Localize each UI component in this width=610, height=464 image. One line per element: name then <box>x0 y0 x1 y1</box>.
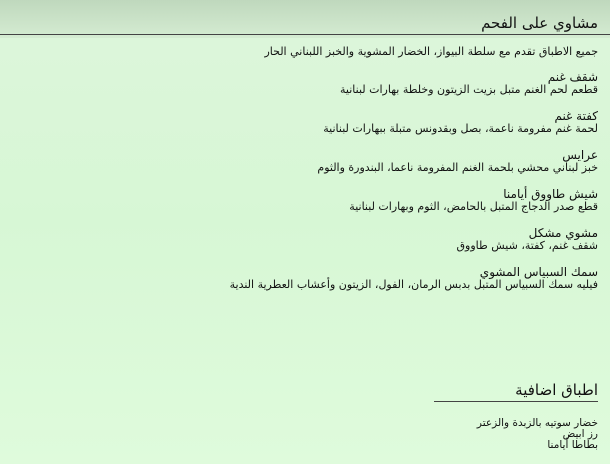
menu-item <box>12 265 598 291</box>
menu-item-description: قطعم لحم الغنم متبل بزيت الزيتون وخلطة بهارات لبنانية <box>340 83 598 96</box>
main-items-list <box>12 70 598 304</box>
extra-item: بطاطا أيامنا <box>547 439 598 451</box>
menu-item-description: شقف غنم، كفتة، شيش طاووق <box>456 239 598 252</box>
menu-item-name: عرايس <box>562 148 598 162</box>
menu-item <box>12 187 598 213</box>
menu-item-name: شقف غنم <box>547 70 598 84</box>
extra-item: خضار سوتيه بالزبدة والزعتر <box>476 417 598 429</box>
extra-items-list <box>477 418 598 451</box>
menu-item <box>12 109 598 135</box>
menu-item-description: قطع صدر الدجاج المتبل بالحامض، الثوم وبهارات لبنانية <box>349 200 598 213</box>
main-section-title: مشاوي على الفحم <box>481 14 598 32</box>
extra-item: رز ابيض <box>562 428 598 440</box>
menu-item <box>12 70 598 96</box>
menu-item <box>12 148 598 174</box>
menu-item-description: لحمة غنم مفرومة ناعمة، بصل وبقدونس متبلة ببهارات لبنانية <box>323 122 598 135</box>
main-section-divider <box>0 34 610 35</box>
menu-item <box>12 226 598 252</box>
menu-item-name: شيش طاووق أيامنا <box>503 187 598 201</box>
menu-item-name: مشوي مشكل <box>528 226 598 240</box>
menu-item-description: خبز لبناني محشي بلحمة الغنم المفرومة ناعما، البندورة والثوم <box>317 161 598 174</box>
menu-item-name: كفتة غنم <box>554 109 598 123</box>
extra-section-divider <box>434 401 598 402</box>
extra-section-title: اطباق اضافية <box>515 381 598 399</box>
main-section-intro: جميع الاطباق تقدم مع سلطة البيواز، الخضار المشوية والخبز اللبناني الحار <box>264 45 598 58</box>
menu-item-description: فيليه سمك السبياس المتبل بدبس الرمان، الفول، الزيتون وأعشاب العطرية الندية <box>229 278 598 291</box>
menu-item-name: سمك السبياس المشوي <box>479 265 598 279</box>
